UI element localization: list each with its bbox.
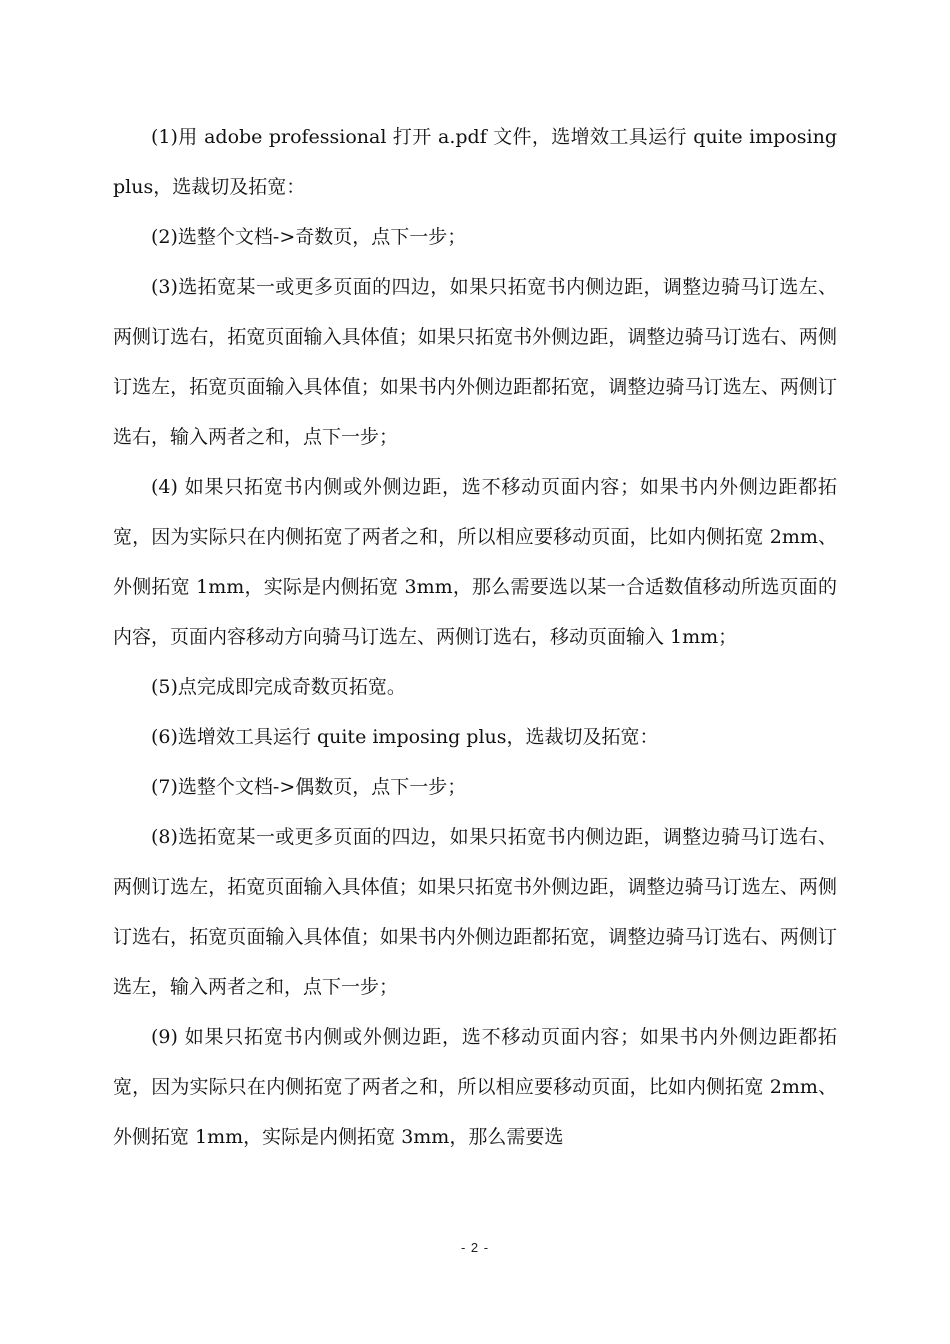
paragraph-8: (8)选拓宽某一或更多页面的四边，如果只拓宽书内侧边距，调整边骑马订选右、两侧订选左，拓宽页面输入具体值；如果只拓宽书外侧边距，调整边骑马订选左、两侧订选右，拓宽页面输入具体值；如果书内外侧边距都拓宽，调整边骑马订选右、两侧订选左，输入两者之和，点下一步； — [113, 826, 837, 998]
document-body — [113, 112, 837, 1162]
paragraph-4: (4) 如果只拓宽书内侧或外侧边距，选不移动页面内容；如果书内外侧边距都拓宽，因为实际只在内侧拓宽了两者之和，所以相应要移动页面，比如内侧拓宽 2mm、外侧拓宽 1mm，实际是内侧拓宽 3mm，那么需要选以某一合适数值移动所选页面的内容，页面内容移动方向骑马订选左、两侧订选右，移动页面输入 1mm； — [113, 476, 837, 648]
paragraph-2: (2)选整个文档->奇数页，点下一步； — [151, 226, 467, 248]
paragraph-7: (7)选整个文档->偶数页，点下一步； — [151, 776, 467, 798]
paragraph-9: (9) 如果只拓宽书内侧或外侧边距，选不移动页面内容；如果书内外侧边距都拓宽，因为实际只在内侧拓宽了两者之和，所以相应要移动页面，比如内侧拓宽 2mm、外侧拓宽 1mm，实际是内侧拓宽 3mm，那么需要选 — [113, 1026, 837, 1148]
page-number: - 2 - — [460, 1240, 490, 1255]
paragraph-1: (1)用 adobe professional 打开 a.pdf 文件，选增效工具运行 quite imposing plus，选裁切及拓宽： — [113, 126, 837, 198]
paragraph-3: (3)选拓宽某一或更多页面的四边，如果只拓宽书内侧边距，调整边骑马订选左、两侧订选右，拓宽页面输入具体值；如果只拓宽书外侧边距，调整边骑马订选右、两侧订选左，拓宽页面输入具体值；如果书内外侧边距都拓宽，调整边骑马订选左、两侧订选右，输入两者之和，点下一步； — [113, 276, 837, 448]
paragraph-5: (5)点完成即完成奇数页拓宽。 — [151, 676, 406, 698]
paragraph-6: (6)选增效工具运行 quite imposing plus，选裁切及拓宽： — [151, 726, 659, 748]
